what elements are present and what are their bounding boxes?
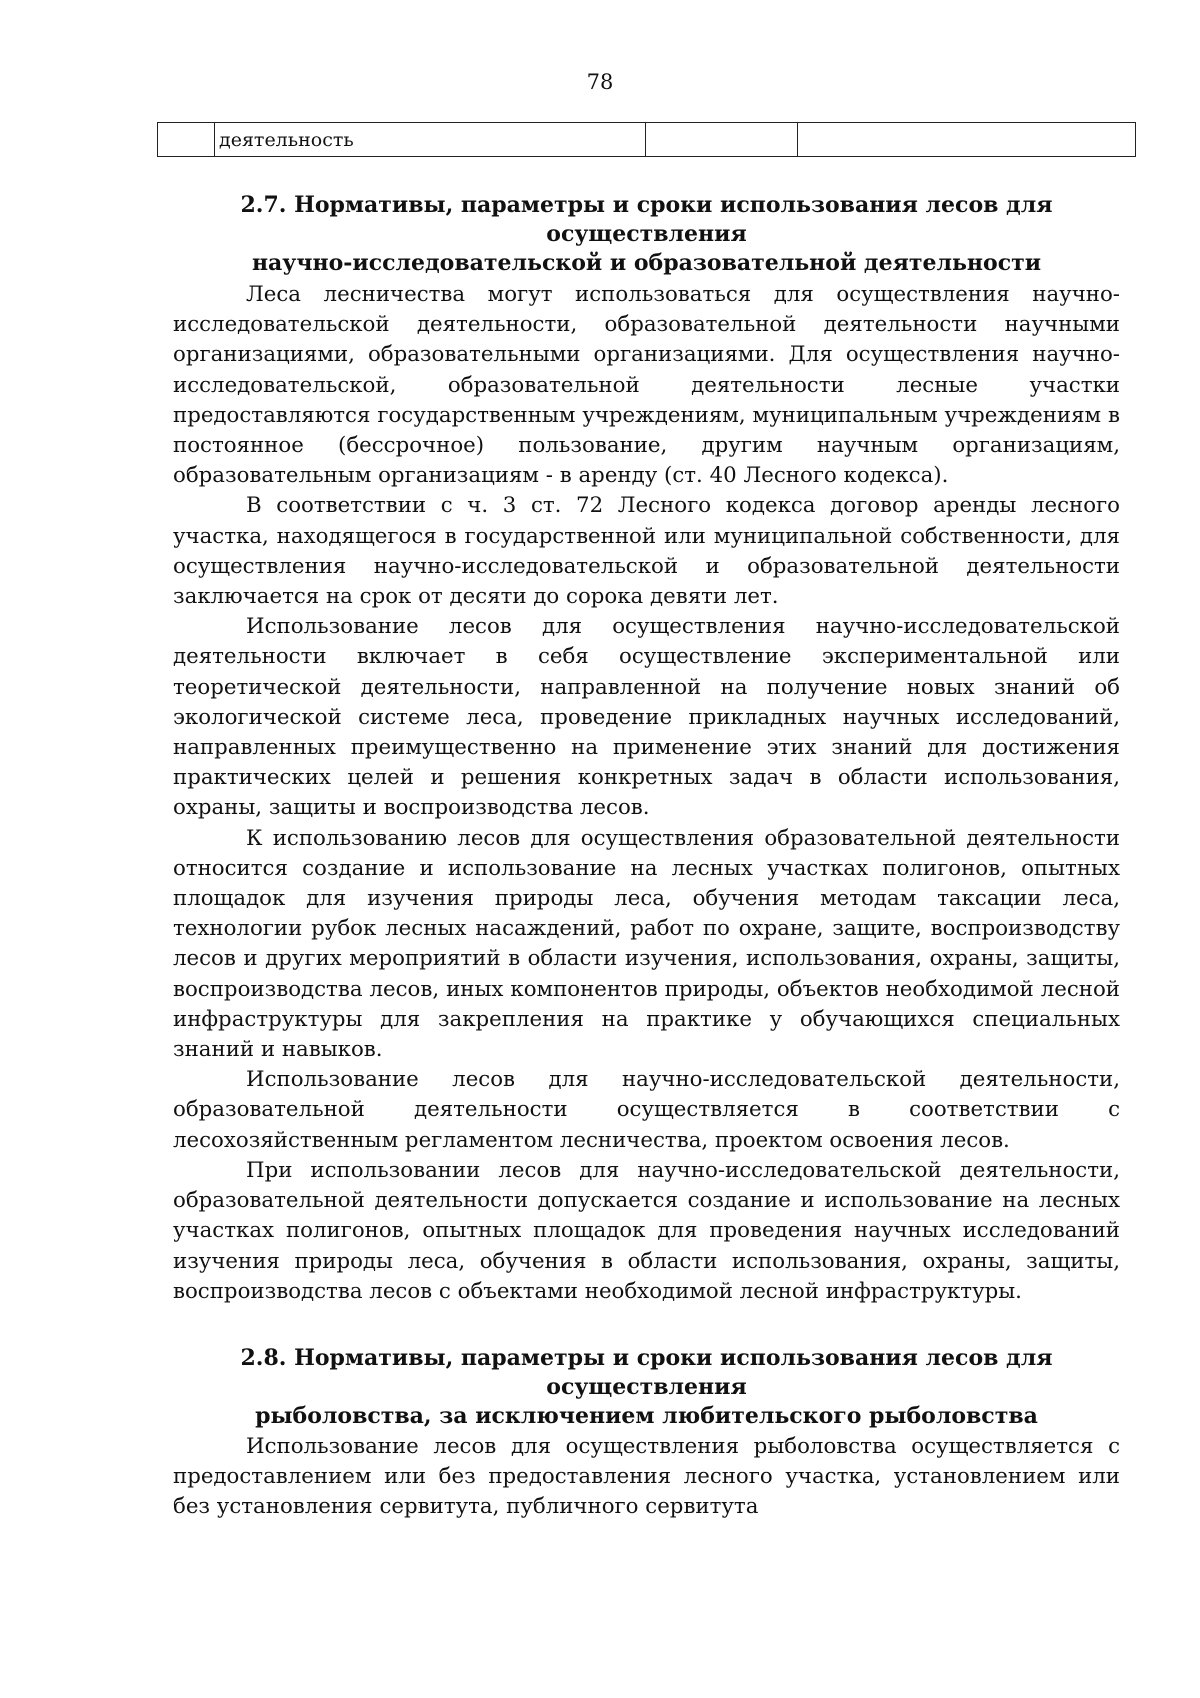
paragraph: В соответствии с ч. 3 ст. 72 Лесного кодекса договор аренды лесного участка, находящегося в государственной или муниципальной собственности, для осуществления научно-исследовательской и образовательной деятельности заключается на срок от десяти до сорока девяти лет. (173, 493, 1120, 610)
paragraph: Использование лесов для осуществления научно-исследовательской деятельности включает в себя осуществление экспериментальной или теоретической деятельности, направленной на получение новых знаний об экологической системе леса, проведение прикладных научных исследований, направленных преимущественно на применение этих знаний для достижения практических целей и решения конкретных задач в области использования, охраны, защиты и воспроизводства лесов. (173, 614, 1120, 821)
heading-line: научно-исследовательской и образовательной деятельности (251, 250, 1042, 276)
paragraph: При использовании лесов для научно-исследовательской деятельности, образовательной деятельности допускается создание и использование на лесных участках полигонов, опытных площадок для проведения научных исследований изучения природы леса, обучения в области использования, охраны, защиты, воспроизводства лесов с объектами необходимой лесной инфраструктуры. (173, 1157, 1120, 1304)
table-cell: деятельность (215, 123, 646, 157)
table-cell (646, 123, 798, 157)
table-row (158, 123, 1136, 157)
paragraph: Использование лесов для осуществления рыболовства осуществляется с предоставлением или без предоставления лесного участка, установлением или без установления сервитута, публичного сервитута (173, 1434, 1120, 1520)
paragraph: К использованию лесов для осуществления образовательной деятельности относится создание и использование на лесных участках полигонов, опытных площадок для изучения природы леса, обучения методам таксации леса, технологии рубок лесных насаждений, работ по охране, защите, воспроизводству лесов и других мероприятий в области изучения, использования, охраны, защиты, воспроизводства лесов, иных компонентов природы, объектов необходимой лесной инфраструктуры для закрепления на практике у обучающихся специальных знаний и навыков. (173, 825, 1120, 1063)
section-heading-2-7 (170, 191, 1123, 278)
section-body-2-8 (173, 1432, 1120, 1523)
paragraph: Леса лесничества могут использоваться для осуществления научно-исследовательской деятельности, образовательной деятельности научными организациями, образовательными организациями. Для осуществления научно-исследовательской, образовательной деятельности лесные участки предоставляются государственным учреждениям, муниципальным учреждениям в постоянное (бессрочное) пользование, другим научным организациям, образовательным организациям - в аренду (ст. 40 Лесного кодекса). (173, 282, 1120, 489)
heading-line: рыболовства, за исключением любительского рыболовства (255, 1403, 1038, 1429)
table-cell (158, 123, 215, 157)
paragraph: Использование лесов для научно-исследовательской деятельности, образовательной деятельности осуществляется в соответствии с лесохозяйственным регламентом лесничества, проектом освоения лесов. (173, 1067, 1120, 1153)
continuation-table (157, 122, 1136, 157)
heading-line: 2.7. Нормативы, параметры и сроки использования лесов для осуществления (240, 192, 1053, 247)
page-number: 78 (586, 70, 614, 94)
section-heading-2-8 (170, 1344, 1123, 1431)
heading-line: 2.8. Нормативы, параметры и сроки использования лесов для осуществления (240, 1345, 1053, 1400)
section-body-2-7 (173, 280, 1120, 1307)
table-cell (798, 123, 1136, 157)
